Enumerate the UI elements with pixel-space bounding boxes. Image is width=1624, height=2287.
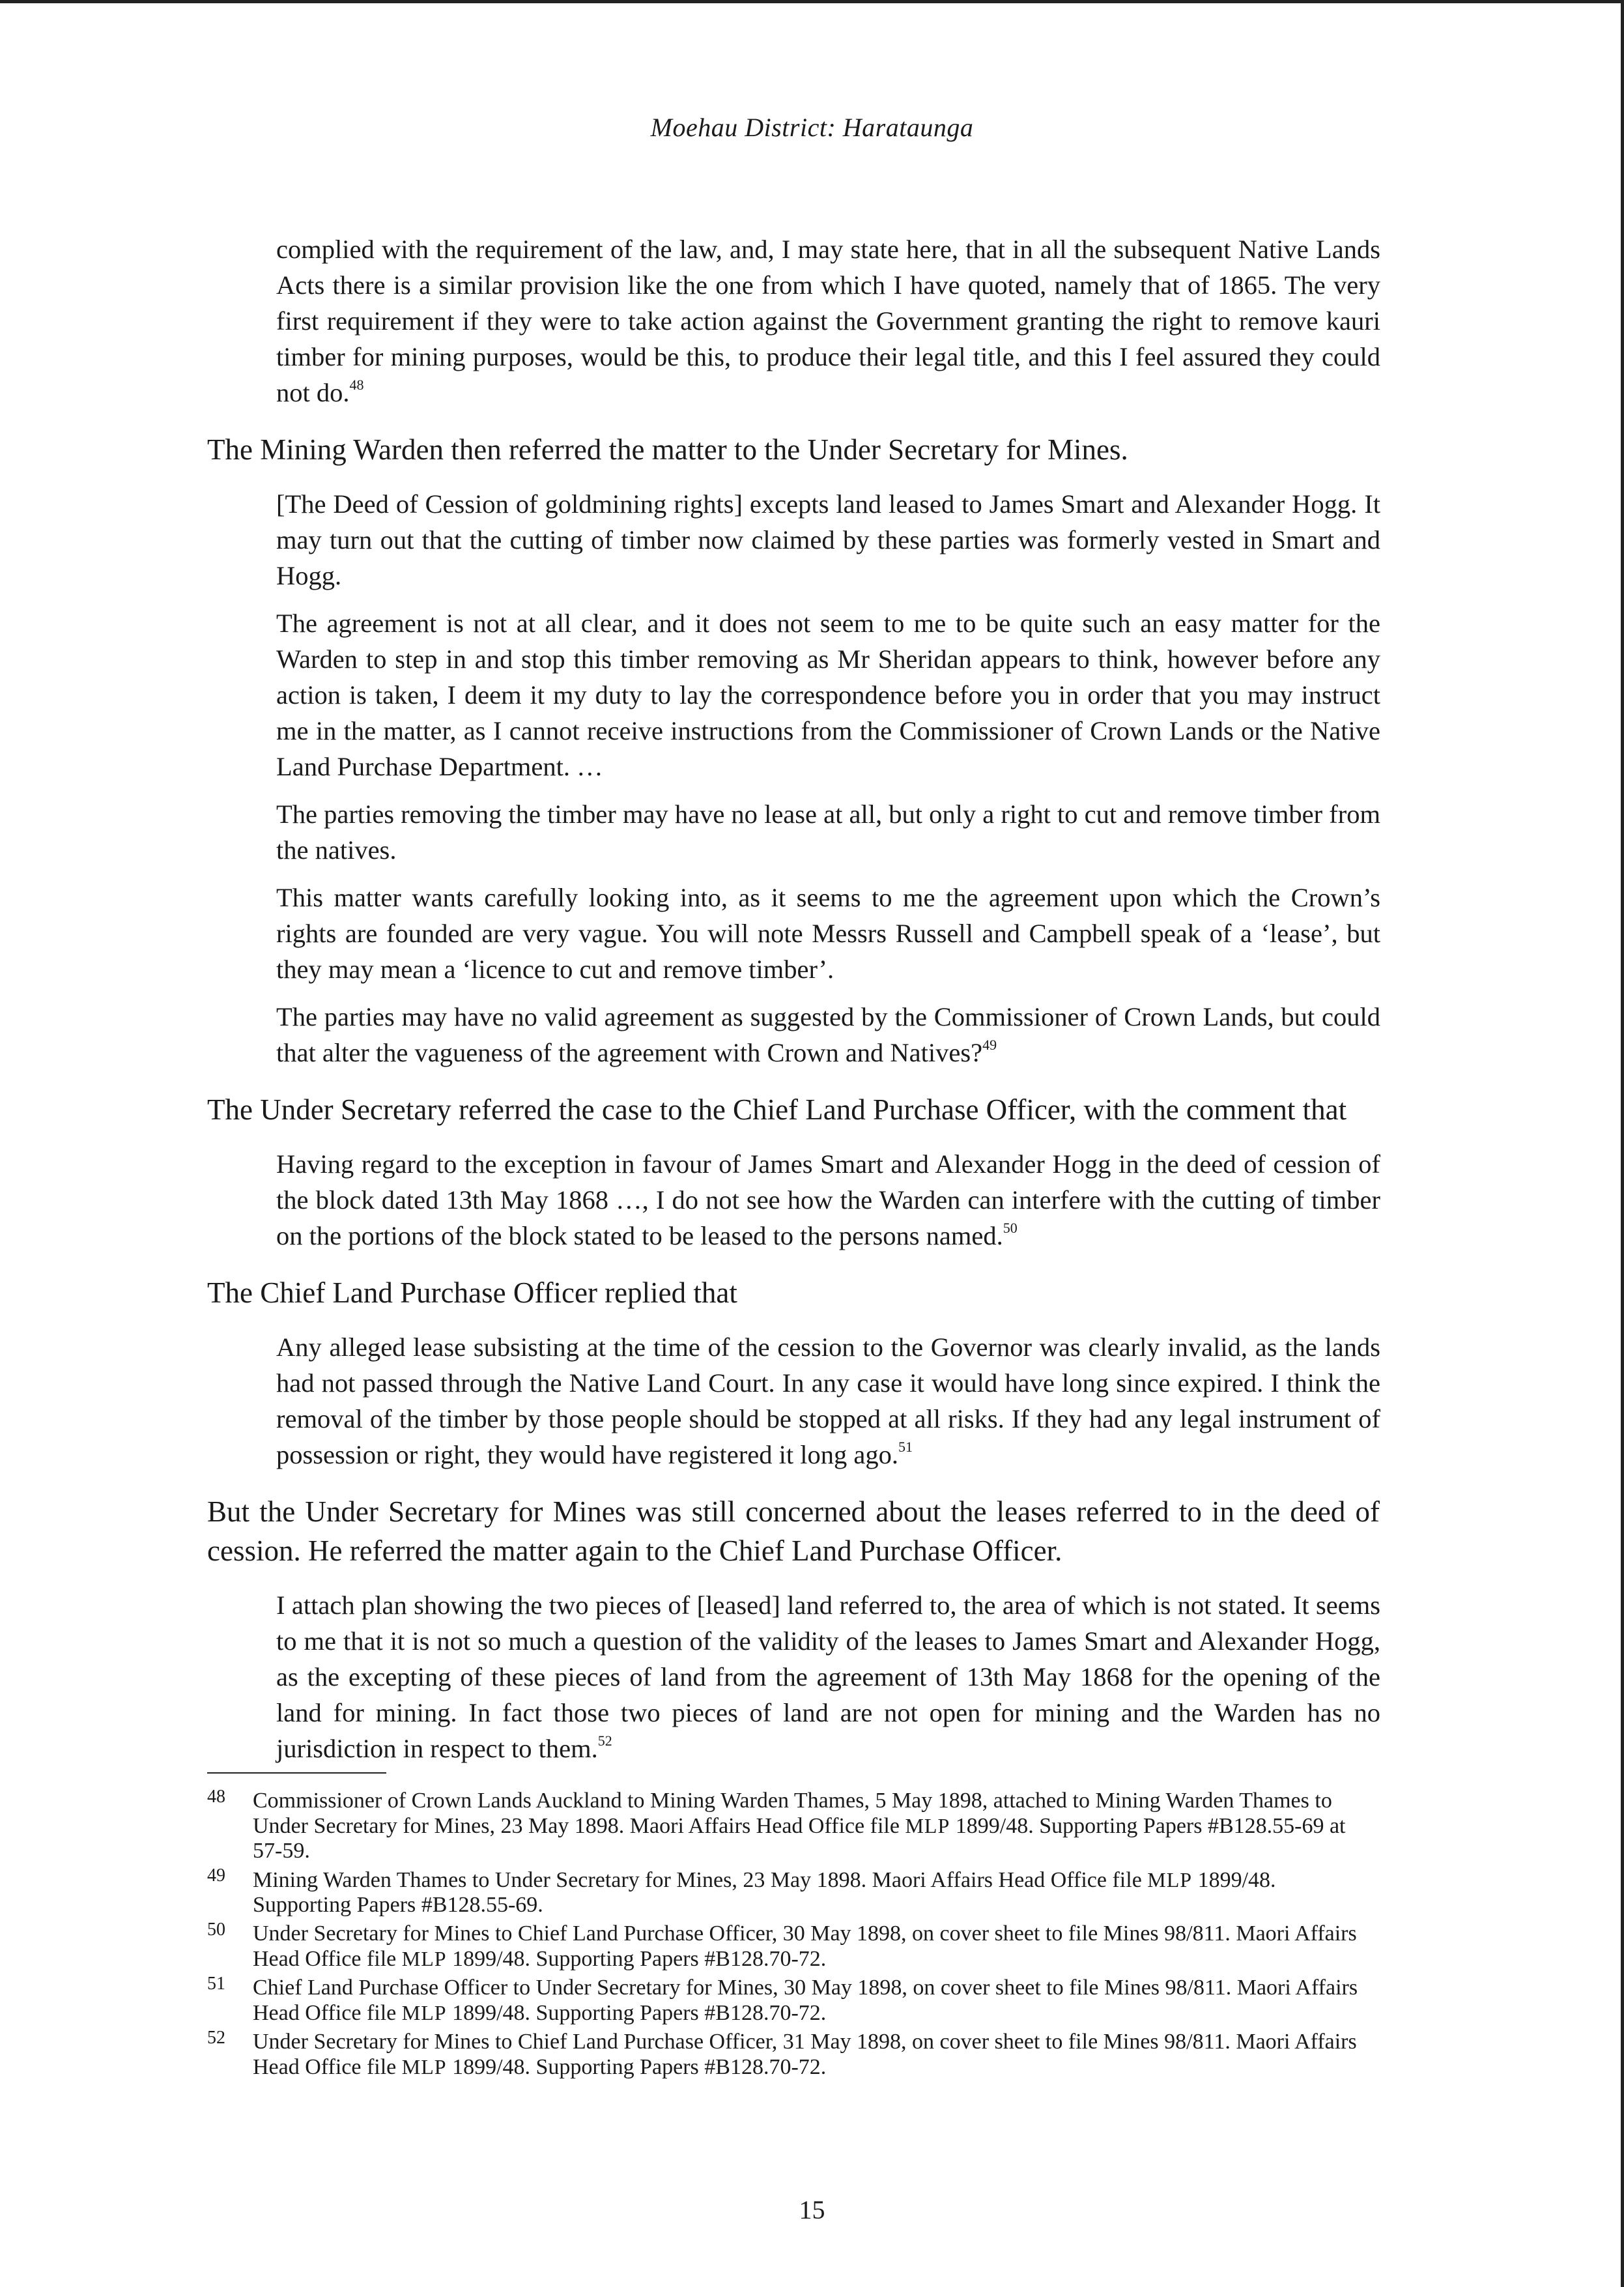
running-header: Moehau District: Harataunga bbox=[650, 113, 974, 142]
block-quote: The agreement is not at all clear, and it does not seem to me to be quite such an easy matter for the Warden to step in and stop this timber removing as Mr Sheridan appears to think, however before any action is taken, I deem it my duty to lay the correspondence before you in order that you may instruct me in the matter, as I cannot receive instructions from the Commissioner of Crown Lands or the Native Land Purchase Department. … bbox=[276, 609, 1380, 781]
block-quote: Having regard to the exception in favour of James Smart and Alexander Hogg in the deed of cession of the block dated 13th May 1868 …, I do not see how the Warden can interfere with the cutting of timber on the portions of the block stated to be leased to the persons named.$^{50}$ bbox=[276, 1149, 1380, 1250]
footnote-number: 49 bbox=[207, 1865, 225, 1886]
footnote-number: 50 bbox=[207, 1920, 225, 1940]
footnotes bbox=[207, 1789, 1380, 2084]
footnote-ref: 51 bbox=[898, 1439, 913, 1455]
block-quote: The parties may have no valid agreement as suggested by the Commissioner of Crown Lands, but could that alter the vagueness of the agreement with Crown and Natives?$^{49}$ bbox=[276, 1002, 1380, 1067]
footnote: 50 Under Secretary for Mines to Chief Land Purchase Officer, 30 May 1898, on cover sheet to file Mines 98/811. Maori Affairs Head Office file MLP 1899/48. Supporting Papers #B128.70-72. bbox=[207, 1921, 1380, 1972]
block-quote: I attach plan showing the two pieces of [leased] land referred to, the area of which is not stated. It seems to me that it is not so much a question of the validity of the leases to James Smart and Alexander Hogg, as the excepting of these pieces of land from the agreement of 13th May 1868 for the opening of the land for mining. In fact those two pieces of land are not open for mining and the Warden has no jurisdiction in respect to them.$^{52}$ bbox=[276, 1590, 1380, 1763]
footnote: 51 Chief Land Purchase Officer to Under Secretary for Mines, 30 May 1898, on cover sheet to file Mines 98/811. Maori Affairs Head Office file MLP 1899/48. Supporting Papers #B128.70-72. bbox=[207, 1976, 1380, 2026]
footnote-ref: 50 bbox=[1003, 1220, 1018, 1236]
body-paragraph: But the Under Secretary for Mines was still concerned about the leases referred to in the deed of cession. He referred the matter again to the Chief Land Purchase Officer. bbox=[207, 1495, 1380, 1567]
block-quote: The parties removing the timber may have no lease at all, but only a right to cut and remove timber from the natives. bbox=[276, 799, 1380, 865]
footnote-number: 52 bbox=[207, 2028, 225, 2048]
footnote-rule bbox=[207, 1772, 386, 1774]
block-quote: This matter wants carefully looking into, as it seems to me the agreement upon which the Crown’s rights are founded are very vague. You will note Messrs Russell and Campbell speak of a ‘lease’, but they may mean a ‘licence to cut and remove timber’. bbox=[276, 883, 1380, 984]
footnote-number: 51 bbox=[207, 1974, 225, 1994]
footnote: 49 Mining Warden Thames to Under Secretary for Mines, 23 May 1898. Maori Affairs Head Office file MLP 1899/48. Supporting Papers #B128.55-69. bbox=[207, 1867, 1380, 1918]
footnote-ref: 48 bbox=[349, 377, 364, 393]
body-paragraph: The Mining Warden then referred the matter to the Under Secretary for Mines. bbox=[207, 433, 1128, 466]
scan-edge-right bbox=[1621, 0, 1624, 2287]
body-paragraph: The Chief Land Purchase Officer replied that bbox=[207, 1276, 737, 1309]
scan-edge-top bbox=[0, 0, 1624, 3]
footnote: 52 Under Secretary for Mines to Chief Land Purchase Officer, 31 May 1898, on cover sheet to file Mines 98/811. Maori Affairs Head Office file MLP 1899/48. Supporting Papers #B128.70-72. bbox=[207, 2030, 1380, 2080]
page-body bbox=[207, 231, 1380, 1766]
block-quote: complied with the requirement of the law, and, I may state here, that in all the subsequent Native Lands Acts there is a similar provision like the one from which I have quoted, namely that of 1865. The very first requirement if they were to take action against the Government granting the right to remove kauri timber for mining purposes, would be this, to produce their legal title, and this I feel assured they could not do.$^{48}$ bbox=[276, 235, 1380, 407]
footnote-ref: 49 bbox=[982, 1037, 997, 1053]
block-quote: Any alleged lease subsisting at the time of the cession to the Governor was clearly invalid, as the lands had not passed through the Native Land Court. In any case it would have long since expired. I think the removal of the timber by those people should be stopped at all risks. If they had any legal instrument of possession or right, they would have registered it long ago.$^{51}$ bbox=[276, 1332, 1380, 1469]
footnote-ref: 52 bbox=[597, 1733, 612, 1749]
block-quote: [The Deed of Cession of goldmining rights] excepts land leased to James Smart and Alexander Hogg. It may turn out that the cutting of timber now claimed by these parties was formerly vested in Smart and Hogg. bbox=[276, 489, 1380, 590]
page-number: 15 bbox=[799, 2195, 825, 2224]
footnote: 48 Commissioner of Crown Lands Auckland to Mining Warden Thames, 5 May 1898, attached to Mining Warden Thames to Under Secretary for Mines, 23 May 1898. Maori Affairs Head Office file MLP 1899/48. Supporting Papers #B128.55-69 at 57-59. bbox=[207, 1789, 1380, 1863]
body-paragraph: The Under Secretary referred the case to the Chief Land Purchase Officer, with the comment that bbox=[207, 1093, 1347, 1126]
footnote-number: 48 bbox=[207, 1787, 225, 1807]
